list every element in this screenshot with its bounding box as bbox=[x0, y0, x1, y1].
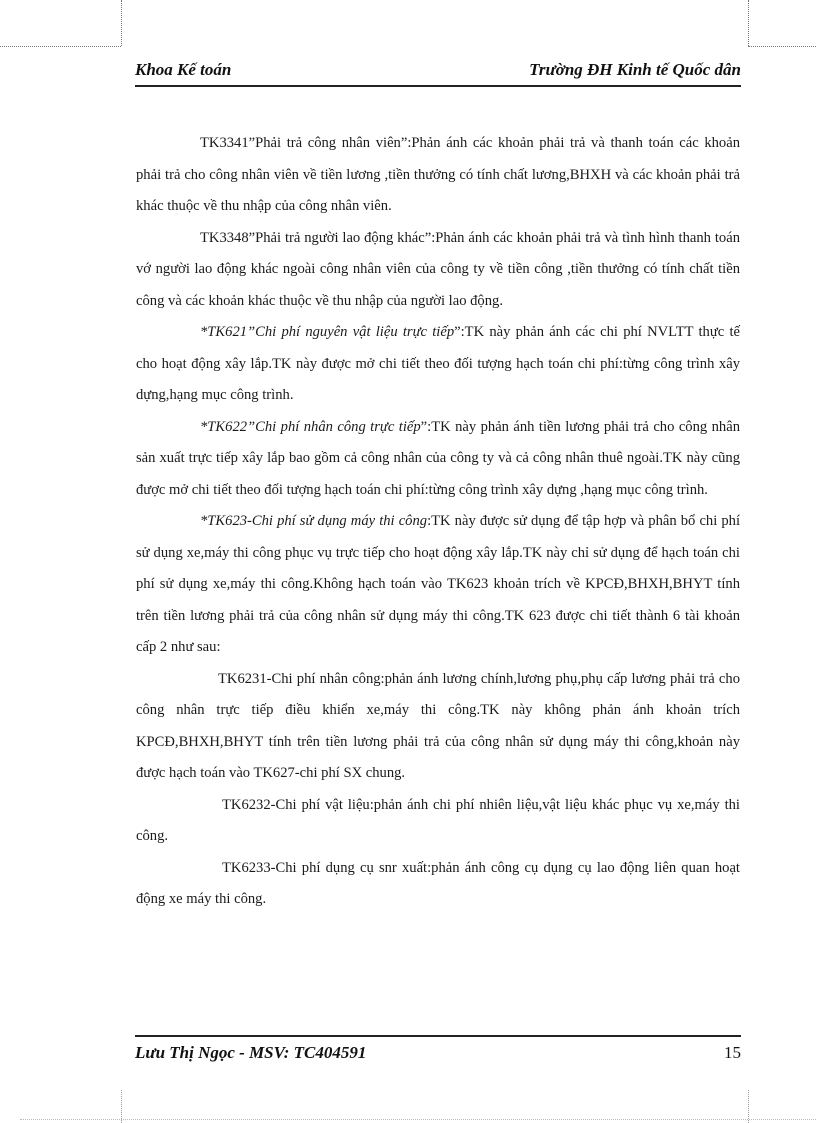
page-header bbox=[135, 60, 741, 88]
paragraph-text: TK6233-Chi phí dụng cụ snr xuất:phản ánh công cụ dụng cụ lao động liên quan hoạt động xe máy thi công. bbox=[136, 859, 740, 907]
account-title: *TK622”Chi phí nhân công trực tiếp bbox=[200, 418, 421, 435]
footer-author: Lưu Thị Ngọc - MSV: TC404591 bbox=[135, 1043, 367, 1062]
header-rule bbox=[135, 85, 741, 87]
crop-mark-bottom-line bbox=[20, 1119, 816, 1120]
page-number: 15 bbox=[724, 1043, 741, 1062]
paragraph-text: TK6231-Chi phí nhân công:phản ánh lương chính,lương phụ,phụ cấp lương phải trả cho công nhân trực tiếp điều khiển xe,máy thi công.TK này không phản ánh khoản trích KPCĐ,BHXH,BHYT tính trên tiền lương phải trả của công nhân sử dụng máy thi công,khoản này được hạch toán vào TK627-chi phí SX chung. bbox=[136, 670, 740, 781]
paragraph-text: ”:TK này phản ánh tiền lương phải trả cho công nhân sản xuất trực tiếp xây lắp bao gồm cả công nhân của công ty và cả công nhân thuê ngoài.TK này cũng được mở chi tiết theo đối tượng hạch toán chi phí:từng công trình xây dựng ,hạng mục công trình. bbox=[136, 418, 740, 498]
document-body bbox=[136, 128, 740, 916]
paragraph-tk6232 bbox=[136, 790, 740, 853]
paragraph-tk3348 bbox=[136, 223, 740, 318]
crop-mark-top-left-horizontal bbox=[0, 46, 121, 47]
crop-mark-top-left-vertical bbox=[121, 0, 122, 46]
crop-mark-top-right-horizontal bbox=[748, 46, 816, 47]
crop-mark-top-right-vertical bbox=[748, 0, 749, 46]
paragraph-text: ”:TK này phản ánh các chi phí NVLTT thực tế cho hoạt động xây lắp.TK này được mở chi tiết theo đối tượng hạch toán chi phí:từng công trình xây dựng,hạng mục công trình. bbox=[136, 324, 740, 403]
paragraph-tk3341 bbox=[136, 128, 740, 223]
header-university: Trường ĐH Kinh tế Quốc dân bbox=[529, 60, 741, 79]
footer-rule bbox=[135, 1035, 741, 1037]
paragraph-tk621 bbox=[136, 317, 740, 412]
page-footer bbox=[135, 1043, 741, 1069]
paragraph-text: TK6232-Chi phí vật liệu:phản ánh chi phí nhiên liệu,vật liệu khác phục vụ xe,máy thi công. bbox=[136, 796, 740, 844]
account-title: *TK621”Chi phí nguyên vật liệu trực tiếp bbox=[200, 324, 455, 340]
paragraph-text: TK3348”Phải trả người lao động khác”:Phản ánh các khoản phải trả và tình hình thanh toán vớ người lao động khác ngoài công nhân viên của công ty về tiền công ,tiền thưởng có tính chất tiền công và các khoản khác thuộc về thu nhập của người lao động. bbox=[136, 229, 740, 309]
paragraph-tk6233 bbox=[136, 853, 740, 916]
paragraph-text: :TK này được sử dụng để tập hợp và phân bổ chi phí sử dụng xe,máy thi công phục vụ trực tiếp cho hoạt động xây lắp.TK này chỉ sử dụng để hạch toán chi phí sử dụng xe,máy thi công.Không hạch toán vào TK623 khoản trích về KPCĐ,BHXH,BHYT tính trên tiền lương phải trả của công nhân sử dụng máy thi công.TK 623 được chi tiết thành 6 tài khoản cấp 2 như sau: bbox=[136, 513, 741, 655]
account-title: *TK623-Chi phí sử dụng máy thi công bbox=[200, 513, 428, 529]
header-faculty: Khoa Kế toán bbox=[135, 60, 232, 79]
paragraph-tk623 bbox=[136, 506, 740, 664]
paragraph-text: TK3341”Phải trả công nhân viên”:Phản ánh các khoản phải trả và thanh toán các khoản phải trả cho công nhân viên về tiền lương ,tiền thưởng có tính chất lương,BHXH và các khoản phải trả khác thuộc về thu nhập của công nhân viên. bbox=[136, 135, 740, 214]
paragraph-tk6231 bbox=[136, 664, 740, 790]
paragraph-tk622 bbox=[136, 412, 740, 507]
